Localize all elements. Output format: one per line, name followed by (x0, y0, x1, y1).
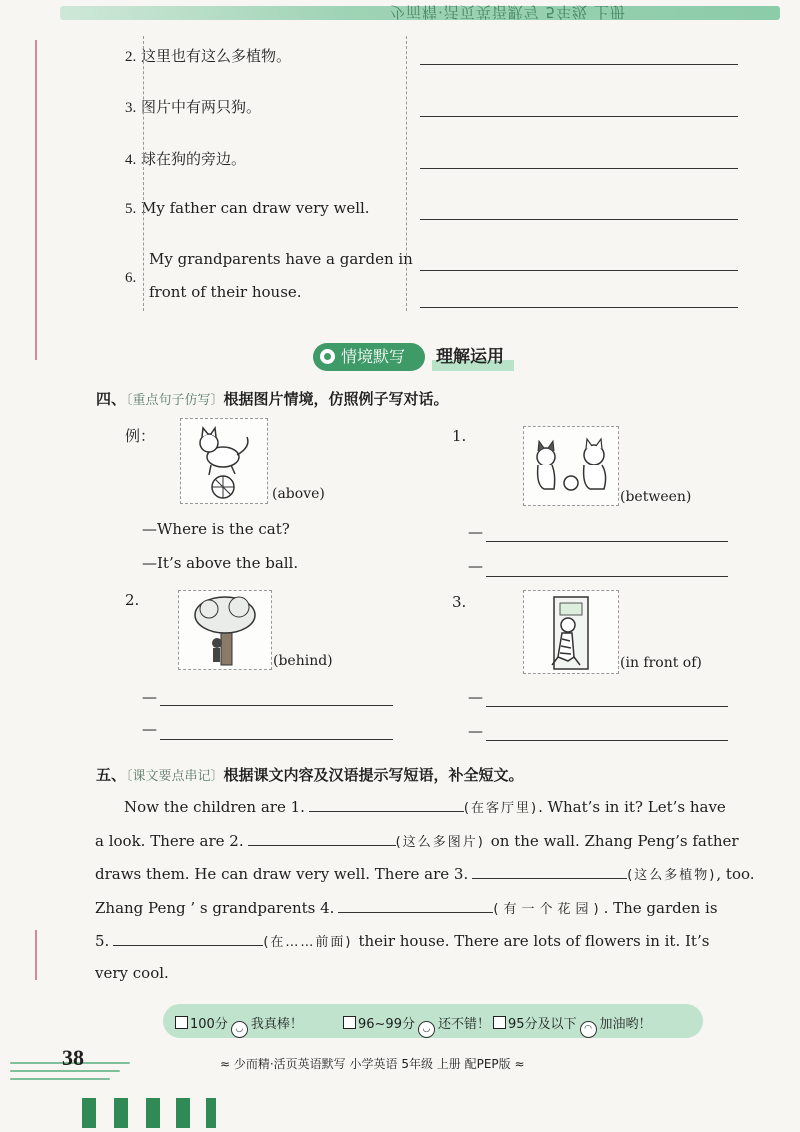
answer-line[interactable] (486, 740, 728, 741)
q4-tag: 〔重点句子仿写〕 (126, 393, 224, 408)
answer-line[interactable] (486, 576, 728, 577)
header-text: 少而精·活页英语默写 5年级 上册 (390, 3, 626, 21)
page-number: 38 (62, 1045, 84, 1070)
tiger-door-icon (524, 591, 618, 673)
section-banner (313, 343, 425, 371)
answer-line[interactable] (420, 64, 738, 65)
q5-title: 五、〔课文要点串记〕根据课文内容及汉语提示写短语，补全短文。 (96, 766, 524, 784)
footer-bar (146, 1098, 160, 1128)
q4-title: 四、〔重点句子仿写〕根据图片情境，仿照例子写对话。 (96, 390, 449, 408)
passage-line-6: very cool. (95, 964, 169, 982)
footer-bar (176, 1098, 190, 1128)
example-hint: (above) (272, 486, 325, 502)
answer-line[interactable] (160, 739, 393, 740)
footer-text: ≈ 少而精·活页英语默写 小学英语 5年级 上册 配PEP版 ≈ (220, 1057, 525, 1071)
translate-item-6-line2: front of their house. (149, 283, 302, 301)
answer-line[interactable] (420, 307, 738, 308)
dash: — (142, 688, 157, 706)
translate-text: My father can draw very well. (141, 199, 370, 217)
example-label: 例： (125, 427, 156, 445)
happy-face-icon: ◡ (231, 1021, 248, 1038)
translate-item-4: 4. 球在狗的旁边。 (125, 150, 247, 168)
item-3-picture (523, 590, 619, 674)
passage-blank-1[interactable] (309, 797, 464, 812)
tree-boy-icon (179, 591, 271, 669)
translate-item-6-line1: My grandparents have a garden in (149, 250, 413, 268)
cat-ball-icon (181, 419, 267, 503)
header-band (60, 0, 780, 26)
passage-line-4: Zhang Peng ’ s grandparents 4. (有一个花园). The garden is (95, 899, 718, 917)
passage-line-3: draws them. He can draw very well. There are 3. (这么多植物), too. (95, 865, 755, 883)
dash: — (468, 722, 483, 740)
item-2-num: 2. (125, 591, 140, 609)
passage-blank-3[interactable] (472, 864, 627, 879)
item-1-picture (523, 426, 619, 506)
banner-label: 情境默写 (341, 347, 406, 366)
passage-line-2: a look. There are 2. (这么多图片) on the wall. Zhang Peng’s father (95, 832, 739, 850)
item-3-num: 3. (452, 593, 467, 611)
medal-icon (320, 349, 335, 364)
two-dogs-ball-icon (524, 427, 618, 505)
margin-mark (35, 40, 37, 360)
checkbox[interactable] (175, 1016, 188, 1029)
answer-line[interactable] (420, 219, 738, 220)
score-option-3[interactable]: 95分及以下 ◠ 加油哟！ (493, 1013, 652, 1038)
footer-bar (206, 1098, 216, 1128)
dash: — (142, 720, 157, 738)
translate-text: 球在狗的旁边。 (141, 150, 247, 168)
score-option-2[interactable]: 96~99分 ◡ 还不错！ (343, 1013, 490, 1038)
example-picture (180, 418, 268, 504)
score-option-1[interactable]: 100分 ◡ 我真棒！ (175, 1013, 303, 1038)
margin-mark (35, 930, 37, 980)
checkbox[interactable] (343, 1016, 356, 1029)
translate-item-6-num: 6. (125, 270, 137, 286)
answer-line[interactable] (486, 541, 728, 542)
passage-blank-2[interactable] (248, 831, 396, 846)
footer-wave (10, 1078, 110, 1080)
translate-text: 这里也有这么多植物。 (141, 47, 292, 65)
item-2-picture (178, 590, 272, 670)
answer-line[interactable] (420, 168, 738, 169)
passage-blank-5[interactable] (113, 931, 263, 946)
passage-line-1: Now the children are 1. (在客厅里). What’s in it? Let’s have (124, 798, 726, 816)
example-question: —Where is the cat? (142, 520, 290, 538)
q5-tag: 〔课文要点串记〕 (126, 769, 224, 784)
banner-subtitle: 理解运用 (432, 343, 514, 371)
answer-line[interactable] (420, 270, 738, 271)
answer-line[interactable] (160, 705, 393, 706)
cheer-face-icon: ◠ (580, 1021, 597, 1038)
checkbox[interactable] (493, 1016, 506, 1029)
dash: — (468, 523, 483, 541)
passage-blank-4[interactable] (338, 898, 493, 913)
item-1-num: 1. (452, 427, 467, 445)
item-1-hint: (between) (620, 489, 692, 505)
smile-face-icon: ◡ (418, 1021, 435, 1038)
item-2-hint: (behind) (273, 653, 333, 669)
translate-item-5: 5. My father can draw very well. (125, 199, 370, 217)
score-bar (163, 1004, 703, 1038)
table-divider (406, 36, 407, 311)
translate-item-2: 2. 这里也有这么多植物。 (125, 47, 292, 65)
answer-line[interactable] (420, 116, 738, 117)
passage-line-5: 5. (在……前面) their house. There are lots of flowers in it. It’s (95, 932, 710, 950)
dash: — (468, 557, 483, 575)
table-divider (143, 36, 144, 311)
dash: — (468, 688, 483, 706)
item-3-hint: (in front of) (620, 655, 702, 671)
example-answer: —It’s above the ball. (142, 554, 299, 572)
footer-bar (114, 1098, 128, 1128)
translate-text: 图片中有两只狗。 (141, 98, 262, 116)
translate-item-3: 3. 图片中有两只狗。 (125, 98, 262, 116)
answer-line[interactable] (486, 706, 728, 707)
footer-bar (82, 1098, 96, 1128)
